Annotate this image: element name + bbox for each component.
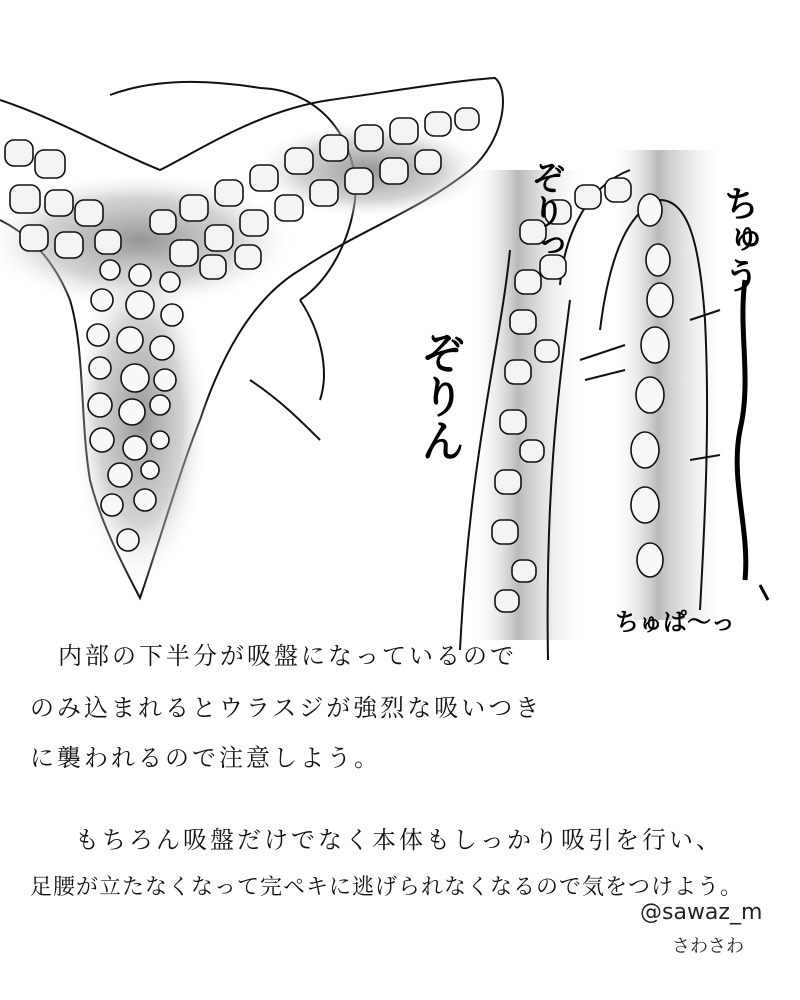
signature-handle: @sawaz_m <box>640 900 763 925</box>
note-line-4: もちろん吸盤だけでなく本体もしっかり吸引を行い、 <box>75 826 723 854</box>
note-line-1: 内部の下半分が吸盤になっているので <box>58 642 517 670</box>
sfx-zori <box>522 160 565 262</box>
note-line-2: のみ込まれるとウラスジが強烈な吸いつき <box>30 694 543 722</box>
squiggle-line <box>760 585 768 600</box>
sfx-text: ぞりっ <box>525 160 565 262</box>
signature-name: さわさわ <box>672 936 744 957</box>
squiggle-line <box>737 280 746 580</box>
sfx-zorin <box>408 330 464 462</box>
note-line-5: 足腰が立たなくなって完ペキに逃げられなくなるので気をつけよう。 <box>30 875 744 900</box>
sfx-text: ちゅう <box>718 185 759 293</box>
sfx-text: ぞりん <box>413 330 464 462</box>
sfx-chupa <box>615 610 735 634</box>
note-line-3: に襲われるので注意しよう。 <box>30 744 381 772</box>
sfx-text: ちゅぱ〜っ <box>615 608 735 636</box>
sfx-chu <box>712 185 759 293</box>
